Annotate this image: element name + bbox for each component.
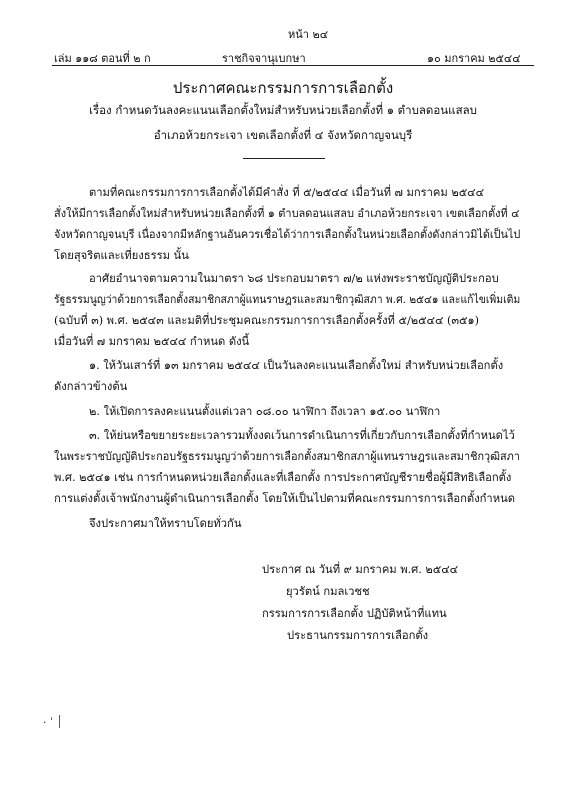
scan-mark: · ˈ ׀ — [43, 716, 63, 729]
paragraph-1-line: ตามที่คณะกรรมการการเลือกตั้งได้มีคำสั่ง ที่ ๕/๒๕๔๔ เมื่อวันที่ ๗ มกราคม ๒๕๔๔ — [89, 186, 485, 199]
separator-rule — [243, 158, 325, 159]
paragraph-1-line: สั่งให้มีการเลือกตั้งใหม่สำหรับหน่วยเลือกตั้งที่ ๑ ตำบลดอนแสลบ อำเภอห้วยกระเจา เขตเลือกตั้งที่ ๔ — [54, 207, 520, 220]
item-1-line: ๑. ให้วันเสาร์ที่ ๑๓ มกราคม ๒๕๔๔ เป็นวันลงคะแนนเลือกตั้งใหม่ สำหรับหน่วยเลือกตั้ง — [89, 359, 504, 372]
item-2-line: ๒. ให้เปิดการลงคะแนนตั้งแต่เวลา ๐๘.๐๐ นาฬิกา ถึงเวลา ๑๕.๐๐ นาฬิกา — [89, 405, 441, 418]
paragraph-2-line: รัฐธรรมนูญว่าด้วยการเลือกตั้งสมาชิกสภาผู้แทนราษฎรและสมาชิกวุฒิสภา พ.ศ. ๒๕๔๑ และแก้ไขเพิ่มเติม — [54, 293, 521, 306]
gazette-name: ราชกิจจานุเบกษา — [222, 52, 306, 65]
page-number: หน้า ๒๔ — [288, 28, 329, 41]
signatory-name: ยุวรัตน์ กมลเวชช — [286, 585, 370, 598]
subject-line-2: อำเภอห้วยกระเจา เขตเลือกตั้งที่ ๔ จังหวัดกาญจนบุรี — [153, 128, 413, 142]
paragraph-1-line: จังหวัดกาญจนบุรี เนื่องจากมีหลักฐานอันควรเชื่อได้ว่าการเลือกตั้งในหน่วยเลือกตั้งดังกล่าวมิได้เป็นไป — [54, 228, 521, 241]
item-3-line: พ.ศ. ๒๕๔๑ เช่น การกำหนดหน่วยเลือกตั้งและที่เลือกตั้ง การประกาศบัญชีรายชื่อผู้มีสิทธิเลือกตั้ง — [54, 471, 512, 484]
item-3-line: ในพระราชบัญญัติประกอบรัฐธรรมนูญว่าด้วยการเลือกตั้งสมาชิกสภาผู้แทนราษฎรและสมาชิกวุฒิสภา — [54, 450, 520, 463]
paragraph-1-line: โดยสุจริตและเที่ยงธรรม นั้น — [54, 249, 189, 262]
signatory-position-1: กรรมการการเลือกตั้ง ปฏิบัติหน้าที่แทน — [262, 607, 447, 620]
subject-line-1: เรื่อง กำหนดวันลงคะแนนเลือกตั้งใหม่สำหรับหน่วยเลือกตั้งที่ ๑ ตำบลดอนแสลบ — [89, 103, 477, 117]
header-rule — [52, 65, 534, 66]
signatory-position-2: ประธานกรรมการการเลือกตั้ง — [287, 629, 429, 642]
paragraph-2-line: (ฉบับที่ ๓) พ.ศ. ๒๕๔๓ และมติที่ประชุมคณะกรรมการการเลือกตั้งครั้งที่ ๕/๒๕๔๔ (๓๕๑) — [54, 314, 479, 327]
item-1-line: ดังกล่าวข้างต้น — [54, 380, 128, 393]
item-3-line: การแต่งตั้งเจ้าพนักงานผู้ดำเนินการเลือกตั้ง โดยให้เป็นไปตามที่คณะกรรมการการเลือกตั้งกำหนด — [54, 492, 515, 505]
volume-info: เล่ม ๑๑๘ ตอนที่ ๒ ก — [54, 52, 151, 65]
paragraph-2-line: อาศัยอำนาจตามความในมาตรา ๖๘ ประกอบมาตรา ๗/๒ แห่งพระราชบัญญัติประกอบ — [89, 272, 499, 285]
document-title: ประกาศคณะกรรมการการเลือกตั้ง — [172, 79, 394, 97]
item-3-line: ๓. ให้ย่นหรือขยายระยะเวลารวมทั้งงดเว้นการดำเนินการที่เกี่ยวกับการเลือกตั้งที่กำหนดไว้ — [89, 429, 515, 442]
closing-line: จึงประกาศมาให้ทราบโดยทั่วกัน — [89, 517, 242, 530]
signature-date: ประกาศ ณ วันที่ ๙ มกราคม พ.ศ. ๒๕๔๔ — [262, 563, 459, 576]
paragraph-2-line: เมื่อวันที่ ๗ มกราคม ๒๕๔๔ กำหนด ดังนี้ — [54, 335, 250, 348]
issue-date: ๑๐ มกราคม ๒๕๔๔ — [427, 52, 521, 65]
